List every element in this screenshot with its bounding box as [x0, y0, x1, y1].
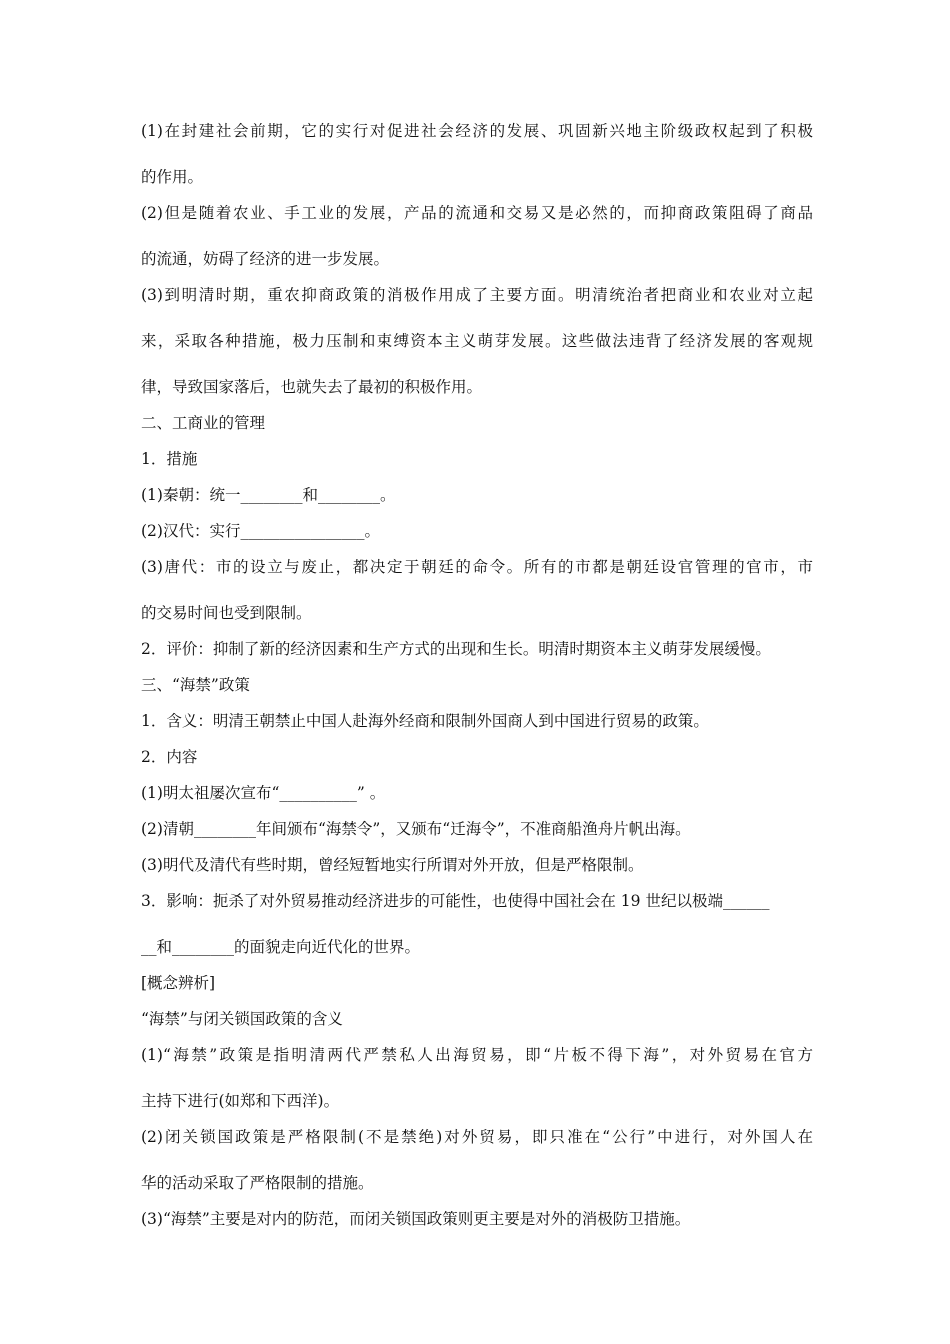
fill-in-line: (2)清朝________年间颁布“海禁令”，又颁布“迁海令”，不准商船渔舟片帆出海。 — [141, 820, 691, 838]
section-heading: 二、工商业的管理 — [141, 414, 266, 432]
paragraph-line: (1)在封建社会前期，它的实行对促进社会经济的发展、巩固新兴地主阶级政权起到了积极 — [141, 122, 813, 140]
subheading: 2．内容 — [141, 748, 198, 766]
fill-in-line: (1)秦朝：统一________和________。 — [141, 486, 396, 504]
paragraph-line: (3)“海禁”主要是对内的防范，而闭关锁国政策则更主要是对外的消极防卫措施。 — [141, 1210, 691, 1228]
paragraph-line: (3)明代及清代有些时期，曾经短暂地实行所谓对外开放，但是严格限制。 — [141, 856, 644, 874]
section-heading: 三、“海禁”政策 — [141, 676, 250, 694]
subheading: 1．措施 — [141, 450, 198, 468]
paragraph-line: 的作用。 — [141, 168, 204, 186]
fill-in-line: __和________的面貌走向近代化的世界。 — [141, 938, 421, 956]
paragraph-line: 来，采取各种措施，极力压制和束缚资本主义萌芽发展。这些做法违背了经济发展的客观规 — [141, 332, 813, 350]
section-heading: [概念辨析] — [141, 974, 216, 992]
paragraph-line: (1)“海禁”政策是指明清两代严禁私人出海贸易，即“片板不得下海”，对外贸易在官方 — [141, 1046, 813, 1064]
fill-in-line: (2)汉代：实行________________。 — [141, 522, 380, 540]
paragraph-line: 的交易时间也受到限制。 — [141, 604, 312, 622]
paragraph-line: (2)闭关锁国政策是严格限制(不是禁绝)对外贸易，即只准在“公行”中进行，对外国人在 — [141, 1128, 813, 1146]
paragraph-line: 1．含义：明清王朝禁止中国人赴海外经商和限制外国商人到中国进行贸易的政策。 — [141, 712, 709, 730]
paragraph-line: (3)到明清时期，重农抑商政策的消极作用成了主要方面。明清统治者把商业和农业对立起 — [141, 286, 813, 304]
fill-in-line: (1)明太祖屡次宣布“__________” 。 — [141, 784, 386, 802]
paragraph-line: 主持下进行(如郑和下西洋)。 — [141, 1092, 340, 1110]
paragraph-line: 的流通，妨碍了经济的进一步发展。 — [141, 250, 390, 268]
document-body — [141, 120, 813, 1230]
paragraph-line: (3)唐代：市的设立与废止，都决定于朝廷的命令。所有的市都是朝廷设官管理的官市，市 — [141, 558, 813, 576]
fill-in-line: 3．影响：扼杀了对外贸易推动经济进步的可能性，也使得中国社会在 19 世纪以极端______ — [141, 892, 770, 910]
subheading: “海禁”与闭关锁国政策的含义 — [141, 1010, 343, 1028]
paragraph-line: 华的活动采取了严格限制的措施。 — [141, 1174, 374, 1192]
paragraph-line: 2．评价：抑制了新的经济因素和生产方式的出现和生长。明清时期资本主义萌芽发展缓慢。 — [141, 640, 771, 658]
paragraph-line: (2)但是随着农业、手工业的发展，产品的流通和交易又是必然的，而抑商政策阻碍了商品 — [141, 204, 813, 222]
paragraph-line: 律，导致国家落后，也就失去了最初的积极作用。 — [141, 378, 483, 396]
